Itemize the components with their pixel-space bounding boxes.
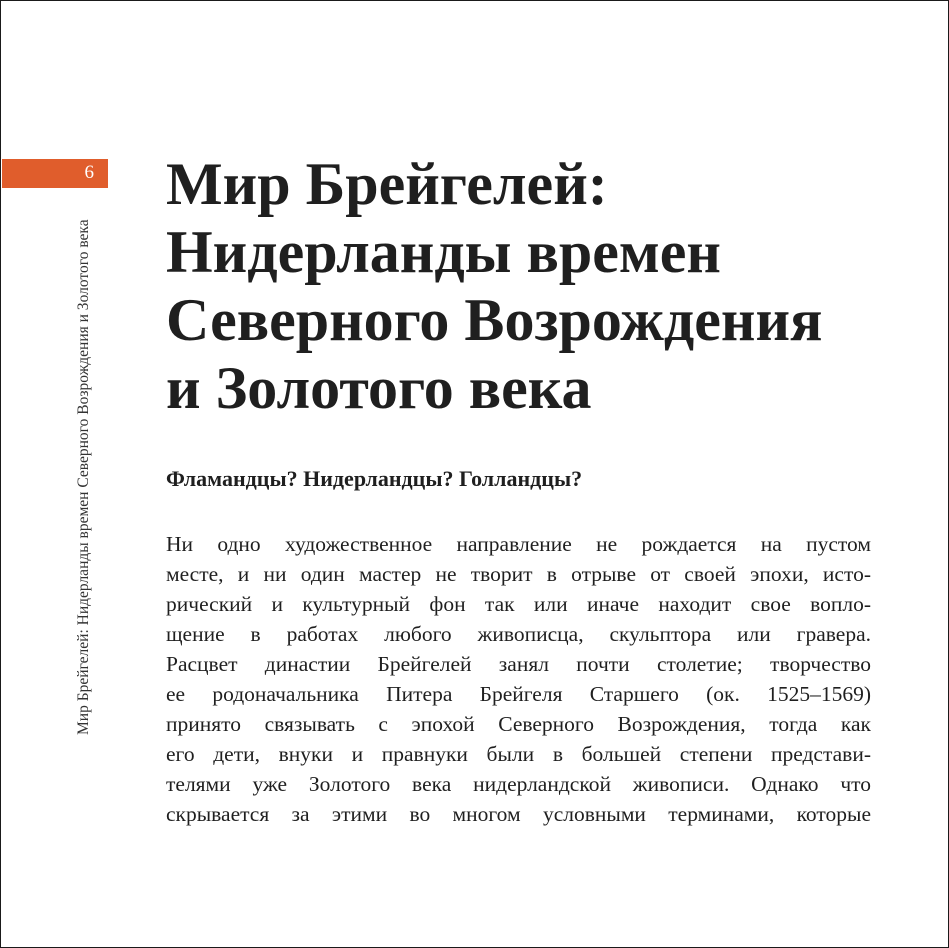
- running-head-container: [73, 193, 95, 735]
- chapter-title-line: Северного Возрождения: [166, 287, 823, 353]
- body-line: рический и культурный фон так или иначе находит свое вопло-: [166, 592, 871, 616]
- body-line: Ни одно художественное направление не рождается на пустом: [166, 532, 871, 556]
- body-line: ее родоначальника Питера Брейгеля Старшего (ок. 1525–1569): [166, 682, 871, 706]
- body-line: щение в работах любого живописца, скульптора или гравера.: [166, 622, 871, 646]
- body-line: скрывается за этими во многом условными терминами, которые: [166, 802, 871, 826]
- body-line: принято связывать с эпохой Северного Возрождения, тогда как: [166, 712, 871, 736]
- page-number-tab: [2, 159, 108, 188]
- section-heading: Фламандцы? Нидерландцы? Голландцы?: [166, 466, 583, 491]
- body-line: Расцвет династии Брейгелей занял почти столетие; творчество: [166, 652, 871, 676]
- page-number: 6: [84, 162, 94, 183]
- running-head: Мир Брейгелей: Нидерланды времен Северного Возрождения и Золотого века: [75, 219, 92, 735]
- body-line: его дети, внуки и правнуки были в большей степени представи-: [166, 742, 871, 766]
- chapter-title-line: и Золотого века: [166, 355, 592, 421]
- body-line: телями уже Золотого века нидерландской живописи. Однако что: [166, 772, 871, 796]
- chapter-title-line: Мир Брейгелей:: [166, 151, 608, 217]
- chapter-title-line: Нидерланды времен: [166, 219, 721, 285]
- body-line: месте, и ни один мастер не творит в отрыве от своей эпохи, исто-: [166, 562, 871, 586]
